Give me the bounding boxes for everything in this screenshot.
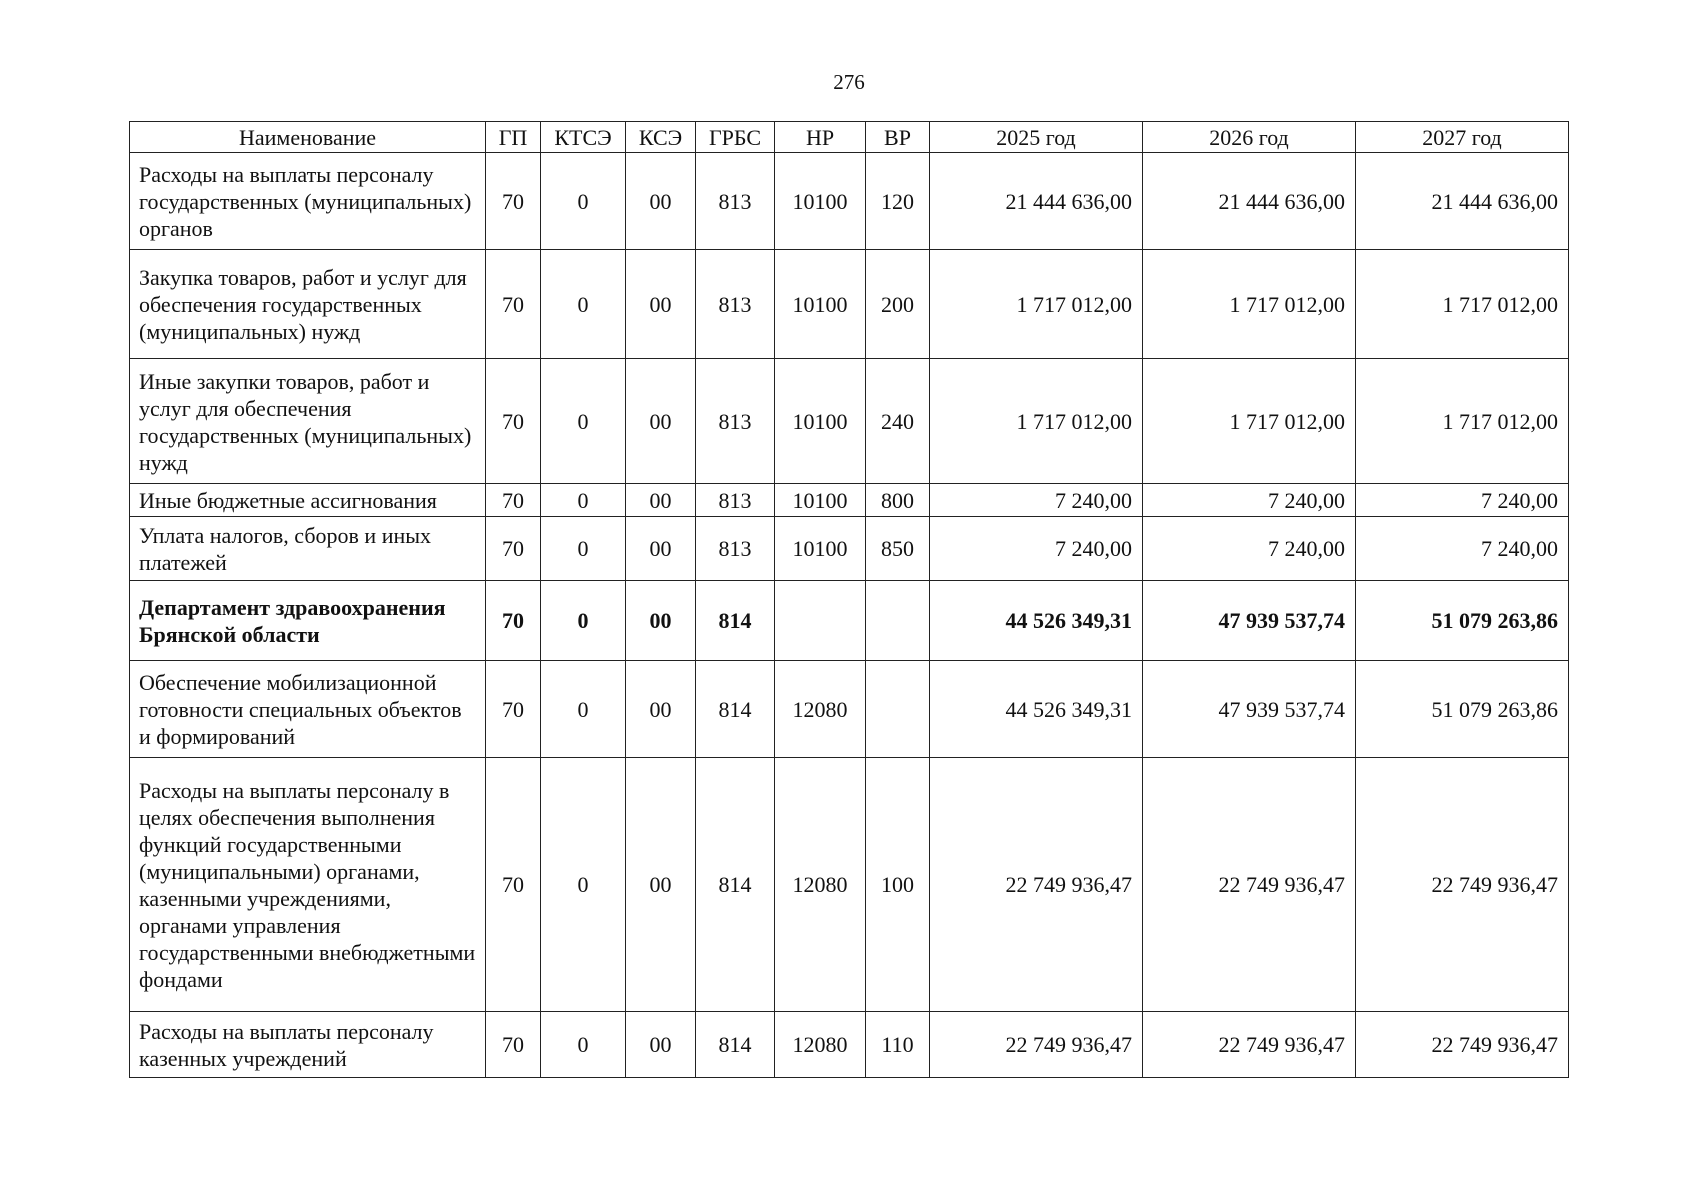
cell-2026: 7 240,00 (1143, 484, 1356, 517)
cell-2025: 44 526 349,31 (930, 581, 1143, 661)
table-row (130, 359, 1569, 484)
row-name: Департамент здравоохранения Брянской области (130, 581, 486, 661)
table-row (130, 581, 1569, 661)
header-name: Наименование (130, 122, 486, 153)
cell-vr: 100 (866, 758, 930, 1012)
cell-gp: 70 (486, 359, 541, 484)
cell-2025: 21 444 636,00 (930, 153, 1143, 250)
cell-grbs: 813 (696, 517, 775, 581)
cell-gp: 70 (486, 250, 541, 359)
cell-2027: 51 079 263,86 (1356, 581, 1569, 661)
cell-gp: 70 (486, 517, 541, 581)
cell-nr: 10100 (775, 250, 866, 359)
table-row (130, 758, 1569, 1012)
row-name: Иные бюджетные ассигнования (130, 484, 486, 517)
cell-nr: 10100 (775, 484, 866, 517)
header-ktse: КТСЭ (541, 122, 626, 153)
cell-kse: 00 (626, 661, 696, 758)
cell-ktse: 0 (541, 484, 626, 517)
cell-gp: 70 (486, 581, 541, 661)
table-row (130, 661, 1569, 758)
table-row (130, 484, 1569, 517)
cell-nr: 12080 (775, 661, 866, 758)
header-2026: 2026 год (1143, 122, 1356, 153)
cell-nr: 12080 (775, 1012, 866, 1078)
cell-vr: 850 (866, 517, 930, 581)
cell-2026: 22 749 936,47 (1143, 758, 1356, 1012)
cell-2026: 21 444 636,00 (1143, 153, 1356, 250)
cell-grbs: 814 (696, 581, 775, 661)
cell-ktse: 0 (541, 517, 626, 581)
header-grbs: ГРБС (696, 122, 775, 153)
cell-2027: 1 717 012,00 (1356, 359, 1569, 484)
cell-ktse: 0 (541, 661, 626, 758)
cell-gp: 70 (486, 1012, 541, 1078)
cell-nr: 10100 (775, 153, 866, 250)
cell-ktse: 0 (541, 581, 626, 661)
cell-grbs: 813 (696, 359, 775, 484)
cell-grbs: 814 (696, 661, 775, 758)
cell-ktse: 0 (541, 758, 626, 1012)
cell-2026: 1 717 012,00 (1143, 250, 1356, 359)
cell-2026: 7 240,00 (1143, 517, 1356, 581)
row-name: Иные закупки товаров, работ и услуг для обеспечения государственных (муниципальных) нужд (130, 359, 486, 484)
cell-vr: 200 (866, 250, 930, 359)
cell-ktse: 0 (541, 1012, 626, 1078)
cell-kse: 00 (626, 359, 696, 484)
cell-2025: 22 749 936,47 (930, 1012, 1143, 1078)
cell-vr: 240 (866, 359, 930, 484)
cell-gp: 70 (486, 661, 541, 758)
cell-2025: 7 240,00 (930, 484, 1143, 517)
row-name: Расходы на выплаты персоналу казенных учреждений (130, 1012, 486, 1078)
header-vr: ВР (866, 122, 930, 153)
header-2025: 2025 год (930, 122, 1143, 153)
cell-vr: 110 (866, 1012, 930, 1078)
cell-gp: 70 (486, 153, 541, 250)
cell-kse: 00 (626, 250, 696, 359)
cell-gp: 70 (486, 758, 541, 1012)
cell-2025: 44 526 349,31 (930, 661, 1143, 758)
cell-2027: 1 717 012,00 (1356, 250, 1569, 359)
header-row (130, 122, 1569, 153)
cell-kse: 00 (626, 484, 696, 517)
cell-nr: 12080 (775, 758, 866, 1012)
cell-grbs: 813 (696, 153, 775, 250)
cell-kse: 00 (626, 581, 696, 661)
cell-2027: 22 749 936,47 (1356, 1012, 1569, 1078)
table-row (130, 153, 1569, 250)
cell-2025: 1 717 012,00 (930, 359, 1143, 484)
header-kse: КСЭ (626, 122, 696, 153)
table-row (130, 517, 1569, 581)
row-name: Уплата налогов, сборов и иных платежей (130, 517, 486, 581)
cell-2027: 21 444 636,00 (1356, 153, 1569, 250)
cell-2026: 1 717 012,00 (1143, 359, 1356, 484)
cell-2025: 1 717 012,00 (930, 250, 1143, 359)
cell-grbs: 814 (696, 1012, 775, 1078)
budget-table (129, 121, 1569, 1078)
table-row (130, 250, 1569, 359)
cell-nr: 10100 (775, 359, 866, 484)
header-2027: 2027 год (1356, 122, 1569, 153)
cell-grbs: 813 (696, 484, 775, 517)
header-nr: НР (775, 122, 866, 153)
cell-nr: 10100 (775, 517, 866, 581)
row-name: Обеспечение мобилизационной готовности специальных объектов и формирований (130, 661, 486, 758)
cell-2027: 22 749 936,47 (1356, 758, 1569, 1012)
cell-2026: 47 939 537,74 (1143, 661, 1356, 758)
cell-grbs: 813 (696, 250, 775, 359)
row-name: Расходы на выплаты персоналу в целях обеспечения выполнения функций государственными (муниципальными) органами, казенными учреждениями, органами управления государственными внебюджетными фондами (130, 758, 486, 1012)
cell-kse: 00 (626, 153, 696, 250)
cell-kse: 00 (626, 1012, 696, 1078)
cell-kse: 00 (626, 517, 696, 581)
cell-vr (866, 581, 930, 661)
cell-2027: 7 240,00 (1356, 517, 1569, 581)
cell-ktse: 0 (541, 153, 626, 250)
cell-2027: 7 240,00 (1356, 484, 1569, 517)
cell-2025: 22 749 936,47 (930, 758, 1143, 1012)
cell-2026: 22 749 936,47 (1143, 1012, 1356, 1078)
cell-vr: 120 (866, 153, 930, 250)
row-name: Расходы на выплаты персоналу государственных (муниципальных) органов (130, 153, 486, 250)
cell-ktse: 0 (541, 359, 626, 484)
table-row (130, 1012, 1569, 1078)
cell-vr (866, 661, 930, 758)
cell-2027: 51 079 263,86 (1356, 661, 1569, 758)
cell-kse: 00 (626, 758, 696, 1012)
cell-gp: 70 (486, 484, 541, 517)
cell-2025: 7 240,00 (930, 517, 1143, 581)
cell-ktse: 0 (541, 250, 626, 359)
cell-nr (775, 581, 866, 661)
header-gp: ГП (486, 122, 541, 153)
row-name: Закупка товаров, работ и услуг для обеспечения государственных (муниципальных) нужд (130, 250, 486, 359)
page-number: 276 (833, 70, 865, 94)
cell-vr: 800 (866, 484, 930, 517)
cell-2026: 47 939 537,74 (1143, 581, 1356, 661)
cell-grbs: 814 (696, 758, 775, 1012)
